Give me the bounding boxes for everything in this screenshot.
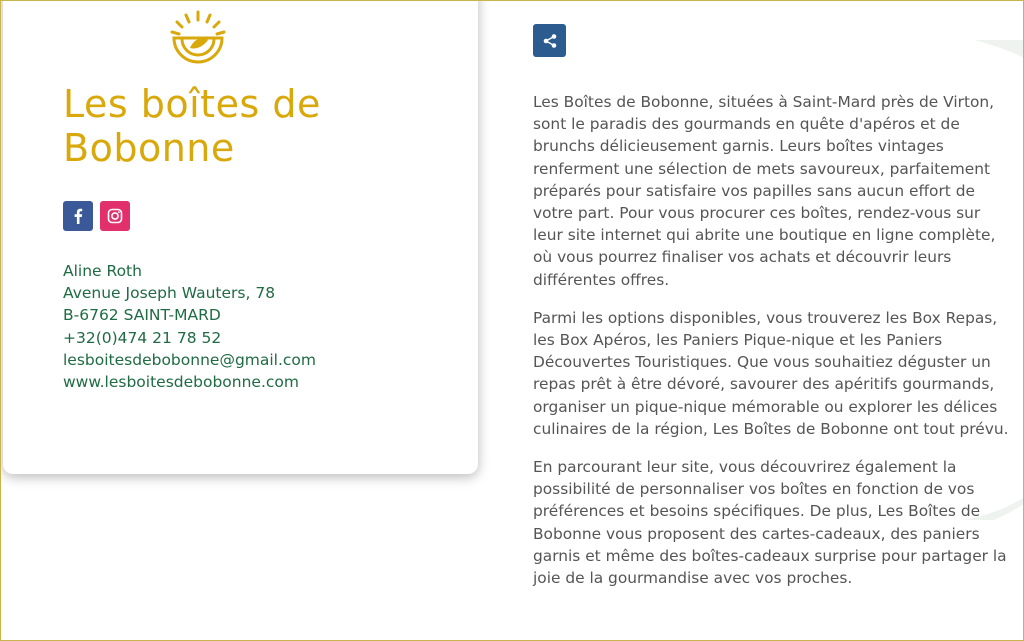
share-icon <box>542 33 558 49</box>
brand-title: Les boîtes de Bobonne <box>63 82 321 170</box>
description-text <box>533 91 1011 605</box>
facebook-icon <box>71 208 85 224</box>
share-button[interactable] <box>533 24 566 57</box>
contact-city: B-6762 SAINT-MARD <box>63 306 221 325</box>
business-card <box>3 0 478 474</box>
facebook-button[interactable] <box>63 201 93 231</box>
contact-info <box>63 260 316 393</box>
instagram-icon <box>107 208 123 224</box>
contact-street: Avenue Joseph Wauters, 78 <box>63 284 276 303</box>
contact-name: Aline Roth <box>63 262 142 280</box>
contact-website[interactable]: www.lesboitesdebobonne.com <box>63 373 300 392</box>
contact-phone[interactable]: +32(0)474 21 78 52 <box>63 328 222 347</box>
description-paragraph-2: Parmi les options disponibles, vous trouverez les Box Repas, les Box Apéros, les Paniers Pique-nique et les Paniers Découvertes Touristiques. Que vous souhaitiez déguster un repas prêt à être dévoré, savourer des apéritifs gourmands, organiser un pique-nique mémorable ou explorer les délices culinaires de la région, Les Boîtes de Bobonne ont tout prévu. <box>533 308 1009 438</box>
sun-bowl-logo-icon <box>168 8 228 68</box>
social-links <box>63 201 130 231</box>
contact-email[interactable]: lesboitesdebobonne@gmail.com <box>63 350 317 369</box>
description-paragraph-1: Les Boîtes de Bobonne, situées à Saint-Mard près de Virton, sont le paradis des gourmands en quête d'apéros et de brunchs délicieusement garnis. Leurs boîtes vintages renferment une sélection de mets savoureux, parfaitement préparés pour satisfaire vos papilles sans aucun effort de votre part. Pour vous procurer ces boîtes, rendez-vous sur leur site internet qui abrite une boutique en ligne complète, où vous pourrez finaliser vos achats et découvrir leurs différentes offres. <box>533 93 996 289</box>
description-paragraph-3: En parcourant leur site, vous découvrirez également la possibilité de personnaliser vos boîtes en fonction de vos préférences et besoins spécifiques. De plus, Les Boîtes de Bobonne vous proposent des cartes-cadeaux, des paniers garnis et même des boîtes-cadeaux surprise pour partager la joie de la gourmandise avec vos proches. <box>533 458 1007 588</box>
instagram-button[interactable] <box>100 201 130 231</box>
